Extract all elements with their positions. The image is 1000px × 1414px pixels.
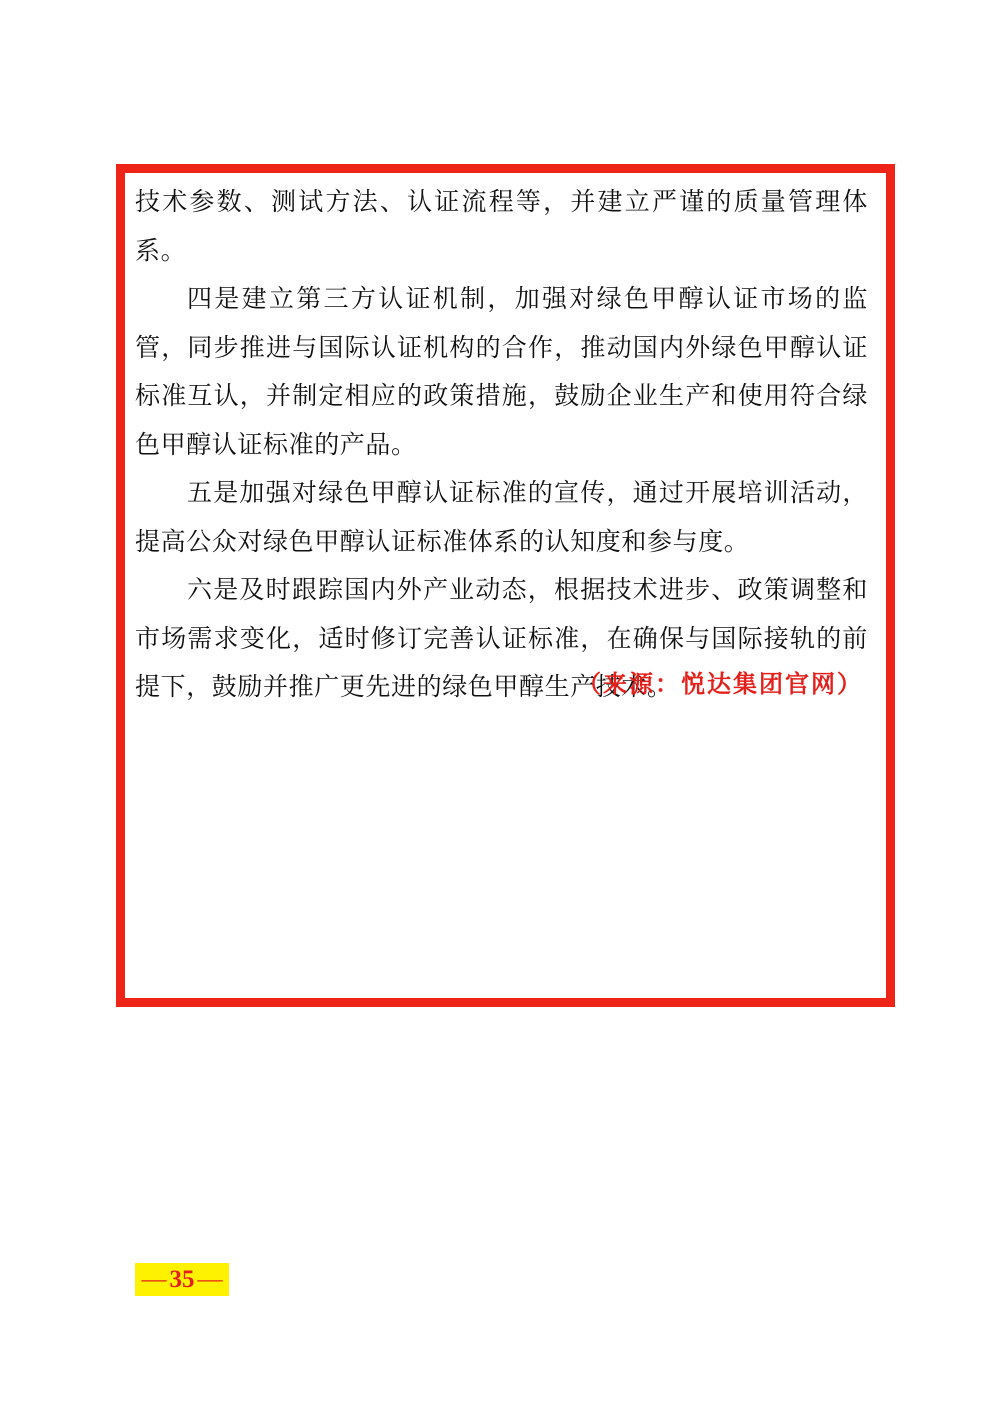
paragraph-item-four: 四是建立第三方认证机制，加强对绿色甲醇认证市场的监管，同步推进与国际认证机构的合作，推动国内外绿色甲醇认证标准互认，并制定相应的政策措施，鼓励企业生产和使用符合绿色甲醇认证标准的产品。 [135,284,868,459]
page-number-value: 35 [169,1266,195,1293]
paragraph-item-six: 六是及时跟踪国内外产业动态，根据技术进步、政策调整和市场需求变化，适时修订完善认证标准，在确保与国际接轨的前提下，鼓励并推广更先进的绿色甲醇生产技术。 [135,575,868,701]
page-number-badge [135,1263,229,1296]
article-body [135,178,868,712]
source-attribution: （来源：悦达集团官网） [577,669,863,698]
paragraph-continuation: 技术参数、测试方法、认证流程等，并建立严谨的质量管理体系。 [135,187,868,265]
page-number-dash-right: — [197,1266,223,1293]
paragraph-item-five: 五是加强对绿色甲醇认证标准的宣传，通过开展培训活动，提高公众对绿色甲醇认证标准体系的认知度和参与度。 [135,478,868,556]
page-number-dash-left: — [141,1266,167,1293]
